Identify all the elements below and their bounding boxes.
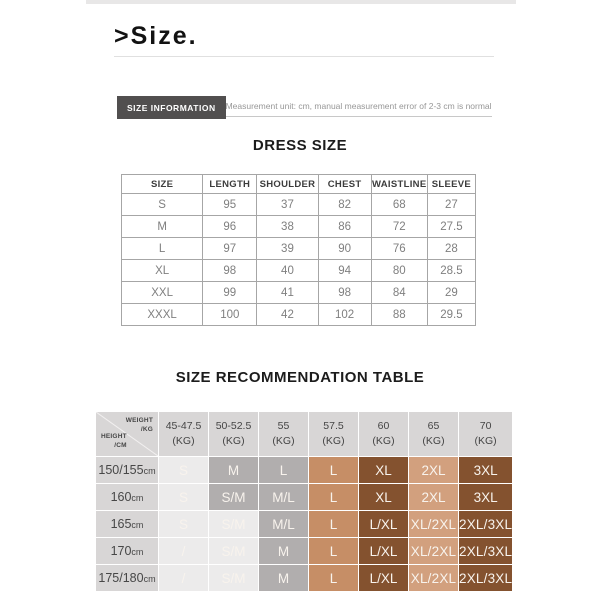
dress-cell: 82 xyxy=(318,194,371,216)
dress-col-header: WAISTLINE xyxy=(371,175,427,194)
rec-cell: XL/2XL xyxy=(409,565,458,591)
dress-cell: XXL xyxy=(122,282,203,304)
rec-cell: / xyxy=(159,565,208,591)
height-value: 175/180 xyxy=(98,571,144,585)
weight-unit: (KG) xyxy=(422,435,445,447)
corner-weight-text: WEIGHT xyxy=(125,417,153,424)
rec-cell: S/M xyxy=(209,511,258,537)
dress-cell: 41 xyxy=(257,282,318,304)
dress-cell: 97 xyxy=(203,238,257,260)
height-unit: cm xyxy=(131,493,144,503)
height-row-label xyxy=(96,457,158,483)
dress-col-header: LENGTH xyxy=(203,175,257,194)
rec-cell: XL xyxy=(359,457,408,483)
dress-cell: S xyxy=(122,194,203,216)
dress-cell: 95 xyxy=(203,194,257,216)
table-row xyxy=(96,565,512,591)
dress-cell: 98 xyxy=(203,260,257,282)
rec-cell: L/XL xyxy=(359,565,408,591)
corner-weight-label xyxy=(126,417,153,435)
measurement-note: Measurement unit: cm, manual measurement error of 2-3 cm is normal xyxy=(226,96,492,117)
rec-cell: L/XL xyxy=(359,538,408,564)
rec-cell: M xyxy=(209,457,258,483)
dress-cell: 88 xyxy=(371,304,427,326)
rec-cell: S xyxy=(159,484,208,510)
rec-cell: 2XL/3XL xyxy=(459,511,512,537)
dress-cell: 84 xyxy=(371,282,427,304)
table-row xyxy=(122,238,476,260)
dress-cell: 102 xyxy=(318,304,371,326)
weight-value: 50-52.5 xyxy=(215,419,252,432)
rec-cell: L xyxy=(309,538,358,564)
dress-cell: 72 xyxy=(371,216,427,238)
weight-unit: (KG) xyxy=(372,435,395,447)
corner-weight-unit: /KG xyxy=(140,425,153,433)
height-row-label xyxy=(96,484,158,510)
weight-value: 65 xyxy=(427,419,440,432)
rec-cell: 3XL xyxy=(459,457,512,483)
rec-cell: L xyxy=(309,484,358,510)
dress-cell: 94 xyxy=(318,260,371,282)
table-row xyxy=(96,457,512,483)
table-row xyxy=(122,282,476,304)
height-unit: cm xyxy=(131,547,144,557)
rec-cell: S/M xyxy=(209,538,258,564)
weight-col-header xyxy=(459,412,512,456)
weight-unit: (KG) xyxy=(172,435,195,447)
weight-col-header xyxy=(159,412,208,456)
size-information-badge xyxy=(117,96,226,119)
table-row xyxy=(122,304,476,326)
dress-col-header: SIZE xyxy=(122,175,203,194)
table-row xyxy=(122,260,476,282)
dress-cell: 99 xyxy=(203,282,257,304)
rec-cell: M/L xyxy=(259,511,308,537)
rec-cell: L xyxy=(259,457,308,483)
dress-size-table xyxy=(121,174,476,326)
dress-cell: 80 xyxy=(371,260,427,282)
rec-cell: L xyxy=(309,457,358,483)
dress-cell: 28.5 xyxy=(427,260,475,282)
rec-cell: L/XL xyxy=(359,511,408,537)
dress-cell: XXXL xyxy=(122,304,203,326)
height-row-label xyxy=(96,511,158,537)
dress-cell: L xyxy=(122,238,203,260)
dress-cell: 29.5 xyxy=(427,304,475,326)
table-row xyxy=(122,194,476,216)
weight-value: 60 xyxy=(377,419,390,432)
rec-cell: XL/2XL xyxy=(409,538,458,564)
weight-value: 70 xyxy=(479,419,492,432)
table-row xyxy=(96,484,512,510)
rec-cell: L xyxy=(309,565,358,591)
dress-cell: 29 xyxy=(427,282,475,304)
size-recommendation-title: SIZE RECOMMENDATION TABLE xyxy=(175,369,425,386)
size-information-label: SIZE INFORMATION xyxy=(127,102,216,113)
corner-cell xyxy=(96,412,158,456)
height-value: 170 xyxy=(110,544,132,558)
weight-unit: (KG) xyxy=(272,435,295,447)
table-row xyxy=(96,511,512,537)
corner-height-text: HEIGHT xyxy=(101,433,127,441)
height-unit: cm xyxy=(131,520,144,530)
dress-size-title: DRESS SIZE xyxy=(252,137,348,154)
weight-unit: (KG) xyxy=(322,435,345,447)
rec-cell: XL xyxy=(359,484,408,510)
rec-cell: M/L xyxy=(259,484,308,510)
dress-cell: 90 xyxy=(318,238,371,260)
rec-cell: S/M xyxy=(209,565,258,591)
top-divider-strip xyxy=(86,0,516,4)
dress-cell: 68 xyxy=(371,194,427,216)
rec-cell: M xyxy=(259,538,308,564)
rec-cell: 3XL xyxy=(459,484,512,510)
weight-unit: (KG) xyxy=(474,435,497,447)
weight-value: 57.5 xyxy=(323,419,344,432)
dress-table-header-row xyxy=(122,175,476,194)
height-value: 160 xyxy=(110,490,132,504)
corner-height-unit: /CM xyxy=(114,442,127,450)
weight-col-header xyxy=(209,412,258,456)
size-recommendation-table xyxy=(95,411,513,592)
dress-cell: 27.5 xyxy=(427,216,475,238)
dress-cell: 86 xyxy=(318,216,371,238)
weight-col-header xyxy=(259,412,308,456)
weight-unit: (KG) xyxy=(222,435,245,447)
height-row-label xyxy=(96,565,158,591)
dress-cell: 27 xyxy=(427,194,475,216)
dress-cell: M xyxy=(122,216,203,238)
dress-cell: 98 xyxy=(318,282,371,304)
dress-cell: 37 xyxy=(257,194,318,216)
height-unit: cm xyxy=(143,574,156,584)
rec-cell: XL/2XL xyxy=(409,511,458,537)
weight-value: 45-47.5 xyxy=(165,419,202,432)
rec-cell: 2XL/3XL xyxy=(459,565,512,591)
dress-cell: XL xyxy=(122,260,203,282)
title-divider xyxy=(114,56,494,57)
rec-cell: L xyxy=(309,511,358,537)
dress-cell: 96 xyxy=(203,216,257,238)
rec-cell: M xyxy=(259,565,308,591)
rec-cell: / xyxy=(159,538,208,564)
dress-col-header: CHEST xyxy=(318,175,371,194)
rec-cell: 2XL/3XL xyxy=(459,538,512,564)
weight-col-header xyxy=(409,412,458,456)
dress-cell: 76 xyxy=(371,238,427,260)
rec-table-header-row xyxy=(96,412,512,456)
corner-height-label xyxy=(101,433,127,451)
height-value: 165 xyxy=(110,517,132,531)
rec-cell: 2XL xyxy=(409,484,458,510)
dress-cell: 39 xyxy=(257,238,318,260)
dress-cell: 42 xyxy=(257,304,318,326)
dress-cell: 100 xyxy=(203,304,257,326)
weight-col-header xyxy=(359,412,408,456)
rec-cell: S/M xyxy=(209,484,258,510)
rec-cell: S xyxy=(159,511,208,537)
rec-cell: S xyxy=(159,457,208,483)
dress-cell: 28 xyxy=(427,238,475,260)
dress-col-header: SLEEVE xyxy=(427,175,475,194)
dress-cell: 38 xyxy=(257,216,318,238)
table-row xyxy=(122,216,476,238)
weight-value: 55 xyxy=(277,419,290,432)
height-unit: cm xyxy=(143,466,156,476)
dress-cell: 40 xyxy=(257,260,318,282)
page-title: >Size. xyxy=(114,22,198,50)
height-row-label xyxy=(96,538,158,564)
dress-col-header: SHOULDER xyxy=(257,175,318,194)
weight-col-header xyxy=(309,412,358,456)
height-value: 150/155 xyxy=(98,463,144,477)
rec-cell: 2XL xyxy=(409,457,458,483)
table-row xyxy=(96,538,512,564)
size-information-row xyxy=(117,96,492,119)
